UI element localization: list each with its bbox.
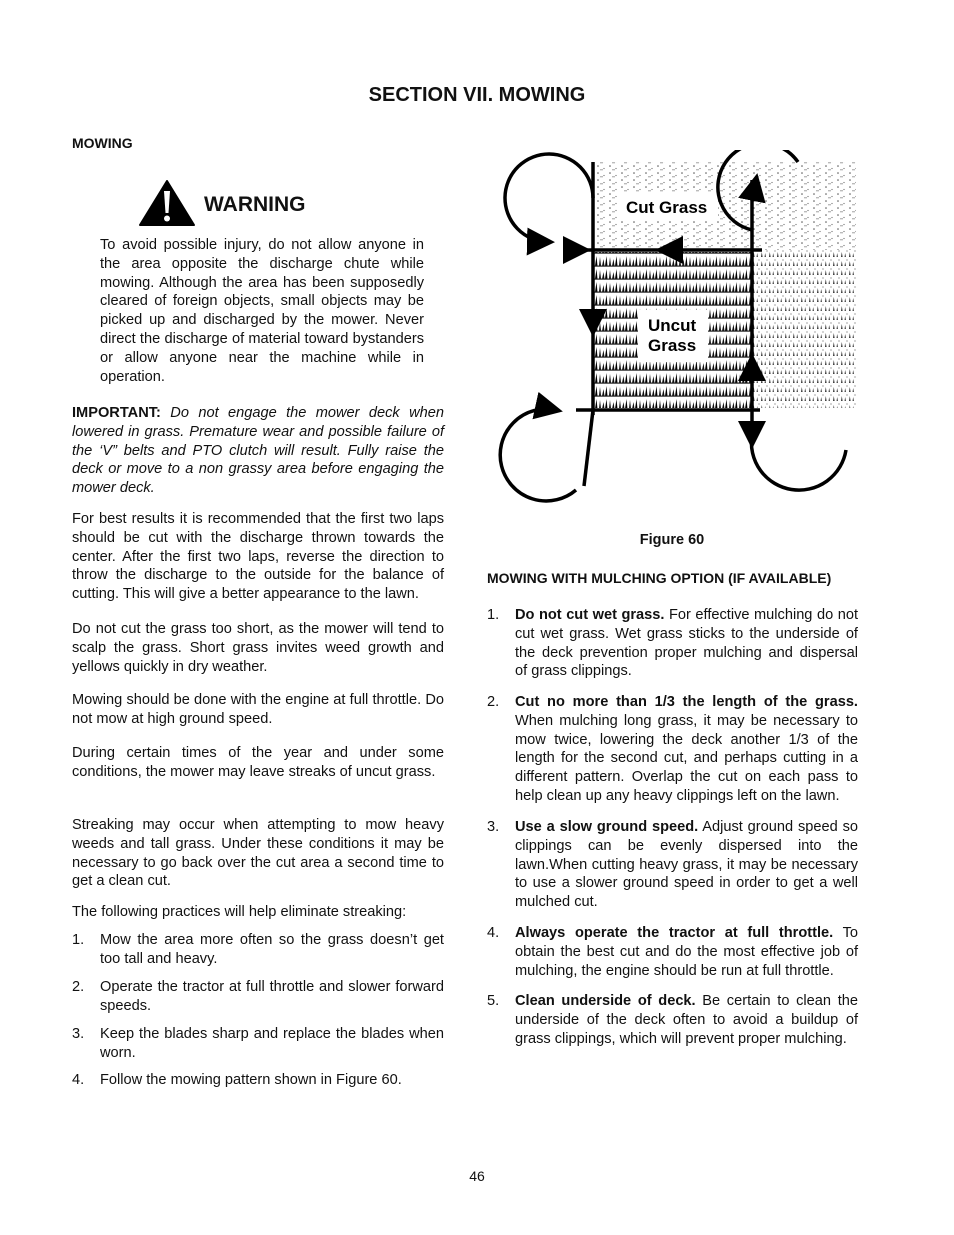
list-item xyxy=(487,606,858,682)
warning-title: WARNING xyxy=(204,193,306,216)
list-item xyxy=(72,931,444,971)
important-note xyxy=(72,404,444,498)
list-number: 2. xyxy=(487,694,500,710)
list-text: Follow the mowing pattern shown in Figure 60. xyxy=(100,1072,402,1088)
list-number: 3. xyxy=(487,819,500,835)
list-bold-text: Always operate the tractor at full throttle. xyxy=(515,925,834,941)
list-item xyxy=(487,924,858,981)
list-number: 4. xyxy=(72,1072,85,1088)
list-item xyxy=(72,1071,444,1091)
list-text xyxy=(515,606,858,681)
important-label: IMPORTANT: xyxy=(72,405,161,421)
warning-triangle-icon xyxy=(138,179,196,232)
list-text xyxy=(515,693,858,806)
paragraph: The following practices will help eliminate streaking: xyxy=(72,904,407,920)
list-bold-text: Cut no more than 1/3 the length of the grass. xyxy=(515,694,858,710)
list-bold-text: Clean underside of deck. xyxy=(515,993,696,1009)
cut-grass-label: Cut Grass xyxy=(626,198,708,217)
figure-caption: Figure 60 xyxy=(639,532,705,548)
list-text: Mow the area more often so the grass doesn’t get too tall and heavy. xyxy=(100,932,444,967)
uncut-grass-label-line1: Uncut xyxy=(648,316,697,335)
list-text: Operate the tractor at full throttle and slower forward speeds. xyxy=(100,979,444,1014)
list-text xyxy=(515,818,858,912)
list-number: 1. xyxy=(487,607,500,623)
warning-header xyxy=(138,181,306,229)
list-body-text: For effective mulching do not cut wet grass. Wet grass sticks to the underside of the deck prevention proper mulching and dispersal of grass clippings. xyxy=(515,607,858,680)
list-text xyxy=(515,992,858,1048)
list-bold-text: Use a slow ground speed. xyxy=(515,819,699,835)
list-item xyxy=(72,1025,444,1065)
list-number: 5. xyxy=(487,993,500,1009)
warning-text: To avoid possible injury, do not allow anyone in the area opposite the discharge chute while mowing. Although the area has been supposedly cleared of foreign objects, small objects may be picked up and discharged by the mower. Never direct the discharge of material toward bystanders or allow anyone near the machine while in operation. xyxy=(100,237,424,385)
list-number: 2. xyxy=(72,979,85,995)
mowing-heading: MOWING xyxy=(72,135,133,151)
list-body-text: Be certain to clean the underside of the deck often to avoid a buildup of grass clippings, which will prevent proper mulching. xyxy=(515,993,858,1047)
list-item xyxy=(487,818,858,913)
page-number: 46 xyxy=(469,1168,485,1184)
list-number: 1. xyxy=(72,932,85,948)
list-number: 4. xyxy=(487,925,500,941)
paragraph: Do not cut the grass too short, as the mower will tend to scalp the grass. Short grass invites weed growth and yellows quickly in dry weather. xyxy=(72,621,444,675)
cut-grass-side-area xyxy=(750,250,856,408)
important-text: Do not engage the mower deck when lowered in grass. Premature wear and possible failure of the ‘V” belts and PTO clutch will result. Fully raise the deck or move to a non grassy area before engaging the mower deck. xyxy=(72,405,444,497)
list-body-text: To obtain the best cut and do the most effective job of mulching, the engine should be run at full throttle. xyxy=(515,925,858,979)
list-item xyxy=(72,978,444,1018)
uncut-grass-label-line2: Grass xyxy=(648,336,697,355)
paragraph: For best results it is recommended that the first two laps should be cut with the discharge thrown towards the center. After the first two laps, reverse the direction to throw the discharge to the outside for the balance of cutting. This will give a better appearance to the lawn. xyxy=(72,511,444,603)
list-body-text: Adjust ground speed so clippings can be evenly dispersed into the lawn.When cutting heavy grass, it may be necessary to use a slower ground speed in order to get a well mulched cut. xyxy=(515,819,858,911)
list-body-text: When mulching long grass, it may be necessary to mow twice, lowering the deck another 1/3 of the length for the second cut, and perhaps cutting in a different pattern. Overlap the cut on each pass to help clean up any heavy clippings left on the lawn. xyxy=(515,712,858,804)
list-item xyxy=(487,992,858,1068)
list-text: Keep the blades sharp and replace the blades when worn. xyxy=(100,1026,444,1061)
list-text xyxy=(515,924,858,980)
mulching-heading: MOWING WITH MULCHING OPTION (IF AVAILABLE) xyxy=(487,570,832,586)
list-bold-text: Do not cut wet grass. xyxy=(515,607,665,623)
paragraph: Mowing should be done with the engine at full throttle. Do not mow at high ground speed. xyxy=(72,692,444,727)
paragraph: During certain times of the year and under some conditions, the mower may leave streaks of uncut grass. xyxy=(72,745,444,780)
section-title: SECTION VII. MOWING xyxy=(368,84,586,106)
mowing-pattern-figure xyxy=(488,150,863,515)
list-number: 3. xyxy=(72,1026,85,1042)
paragraph: Streaking may occur when attempting to mow heavy weeds and tall grass. Under these conditions it may be necessary to go back over the cut area a second time to get a clean cut. xyxy=(72,817,444,890)
list-item xyxy=(487,693,858,807)
